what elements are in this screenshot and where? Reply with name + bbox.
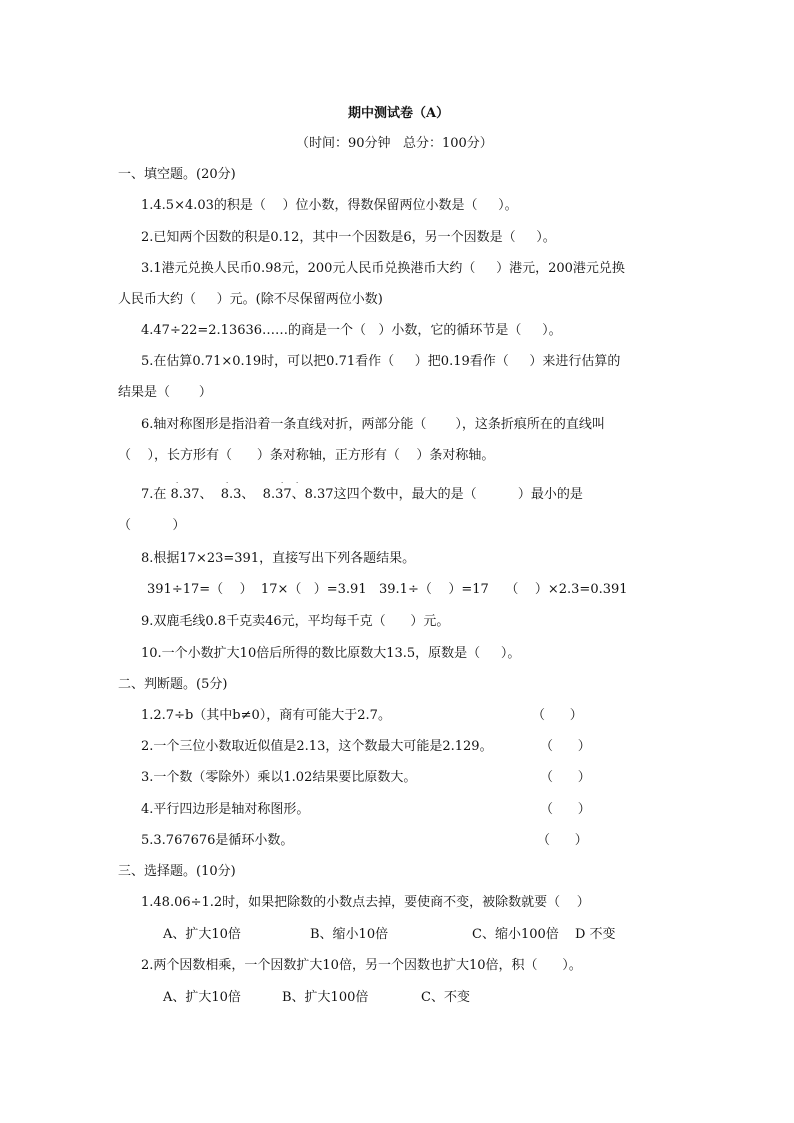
section-heading-judge: 二、判断题。(5分) (118, 677, 228, 692)
section-heading-fill-in: 一、填空题。(20分) (118, 167, 236, 182)
choice-option: A、扩大10倍 (163, 990, 241, 1005)
exam-title: 期中测试卷（A） (348, 106, 450, 121)
section-heading-choice: 三、选择题。(10分) (118, 864, 236, 879)
question-fill-7-line-1: 7.在 8.37、 8.3、 8.37、8.37这四个数中，最大的是（ ）最小的是 (141, 487, 583, 502)
question-judge-1: 1.2.7÷b（其中b≠0），商有可能大于2.7。 (141, 708, 391, 723)
choice-option: C、不变 (421, 990, 470, 1005)
question-fill-4: 4.47÷22=2.13636……的商是一个（ ）小数，它的循环节是（ ）。 (141, 323, 562, 338)
question-fill-7-line-2: （ ） (118, 518, 186, 533)
question-fill-3-line-1: 3.1港元兑换人民币0.98元，200元人民币兑换港币大约（ ）港元，200港元兑换 (141, 261, 625, 276)
question-fill-6-line-2: （ ），长方形有（ ）条对称轴，正方形有（ ）条对称轴。 (118, 448, 495, 463)
choice-option: C、缩小100倍 (472, 927, 559, 942)
question-fill-5-line-1: 5.在估算0.71×0.19时，可以把0.71看作（ ）把0.19看作（ ）来进行估算的 (141, 354, 621, 369)
question-judge-4: 4.平行四边形是轴对称图形。 (141, 802, 310, 817)
question-fill-2: 2.已知两个因数的积是0.12，其中一个因数是6，另一个因数是（ ）。 (141, 230, 556, 245)
question-fill-9: 9.双鹿毛线0.8千克卖46元，平均每千克（ ）元。 (141, 614, 450, 629)
question-judge-5: 5.3.767676是循环小数。 (141, 833, 294, 848)
question-fill-8-items: 391÷17=（ ） 17×（ ）=3.91 39.1÷（ ）=17 （ ）×2.3=0.391 (147, 582, 628, 597)
choice-option: B、缩小10倍 (310, 927, 389, 942)
repeat-dot: · (281, 479, 284, 487)
repeat-dot: · (296, 479, 299, 487)
question-judge-2: 2.一个三位小数取近似值是2.13，这个数最大可能是2.129。 (141, 739, 493, 754)
repeat-dot: · (226, 479, 229, 487)
answer-bracket: （ ） (540, 770, 591, 785)
choice-option: D 不变 (575, 927, 616, 942)
question-fill-8: 8.根据17×23=391，直接写出下列各题结果。 (141, 551, 416, 566)
question-fill-3-line-2: 人民币大约（ ）元。(除不尽保留两位小数) (118, 292, 383, 307)
answer-bracket: （ ） (537, 833, 588, 848)
question-fill-6-line-1: 6.轴对称图形是指沿着一条直线对折，两部分能（ ），这条折痕所在的直线叫 (141, 417, 605, 432)
choice-option: B、扩大100倍 (282, 990, 369, 1005)
choice-option: A、扩大10倍 (163, 927, 241, 942)
question-choice-1: 1.48.06÷1.2时，如果把除数的小数点去掉，要使商不变，被除数就要（ ） (141, 895, 590, 910)
answer-bracket: （ ） (540, 802, 591, 817)
answer-bracket: （ ） (532, 708, 583, 723)
question-fill-5-line-2: 结果是（ ） (118, 385, 212, 400)
question-judge-3: 3.一个数（零除外）乘以1.02结果要比原数大。 (141, 770, 417, 785)
question-fill-10: 10.一个小数扩大10倍后所得的数比原数大13.5，原数是（ ）。 (141, 646, 521, 661)
repeat-dot: · (176, 479, 179, 487)
question-fill-1: 1.4.5×4.03的积是（ ）位小数，得数保留两位小数是（ ）。 (141, 198, 518, 213)
exam-subtitle: （时间：90分钟 总分：100分） (296, 136, 493, 151)
answer-bracket: （ ） (540, 739, 591, 754)
question-choice-2: 2.两个因数相乘，一个因数扩大10倍，另一个因数也扩大10倍，积（ ）。 (141, 958, 582, 973)
